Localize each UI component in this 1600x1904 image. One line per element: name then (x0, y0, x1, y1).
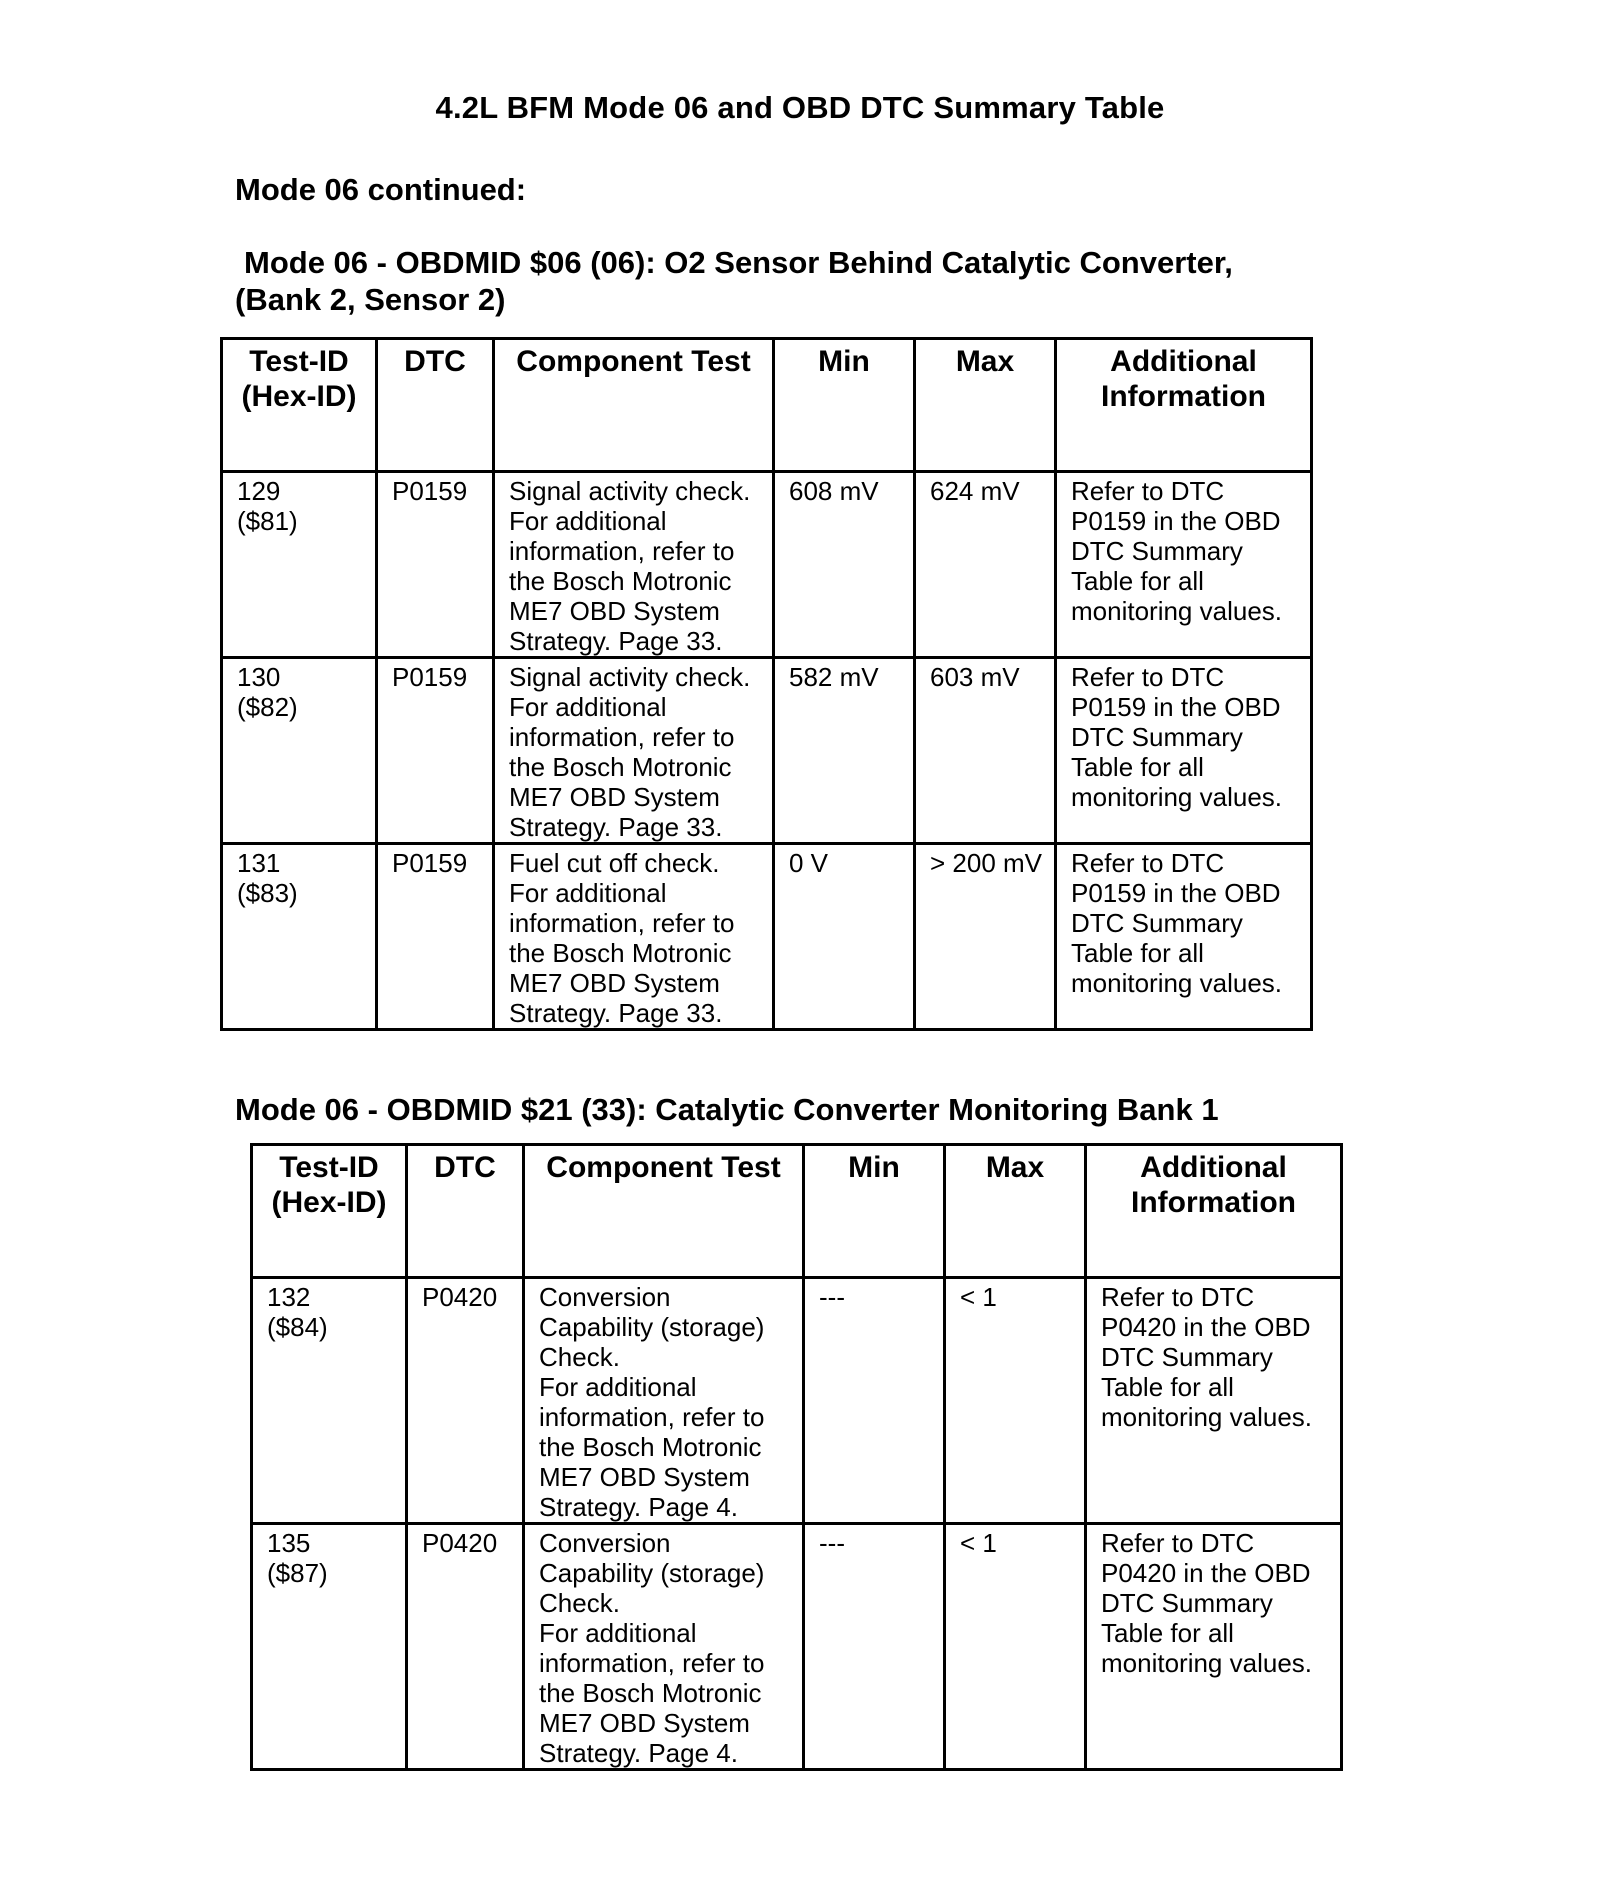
cell-max: < 1 (945, 1278, 1086, 1524)
cell-max: > 200 mV (915, 844, 1056, 1030)
cell-component-test: Signal activity check. For additional information, refer to the Bosch Motronic ME7 OBD System Strategy. Page 33. (494, 472, 774, 658)
col-header-min: Min (804, 1145, 945, 1278)
cell-dtc: P0159 (377, 472, 494, 658)
table-row (252, 1278, 1342, 1524)
cell-dtc: P0420 (407, 1278, 524, 1524)
cell-test-id: 130 ($82) (222, 658, 377, 844)
cell-min: 582 mV (774, 658, 915, 844)
col-header-additional-info: Additional Information (1056, 339, 1312, 472)
cell-min: 0 V (774, 844, 915, 1030)
table-row (222, 472, 1312, 658)
col-header-component-test: Component Test (524, 1145, 804, 1278)
section1-heading (235, 244, 1335, 318)
cell-additional-info: Refer to DTC P0159 in the OBD DTC Summary Table for all monitoring values. (1056, 844, 1312, 1030)
col-header-max: Max (945, 1145, 1086, 1278)
section-subtitle: Mode 06 continued: (235, 172, 527, 207)
col-header-dtc: DTC (407, 1145, 524, 1278)
cell-additional-info: Refer to DTC P0159 in the OBD DTC Summary Table for all monitoring values. (1056, 472, 1312, 658)
obdmid-06-table (220, 337, 1313, 1031)
cell-component-test: Signal activity check. For additional information, refer to the Bosch Motronic ME7 OBD System Strategy. Page 33. (494, 658, 774, 844)
table-row (252, 1524, 1342, 1770)
cell-test-id: 131 ($83) (222, 844, 377, 1030)
cell-max: 603 mV (915, 658, 1056, 844)
cell-additional-info: Refer to DTC P0420 in the OBD DTC Summary Table for all monitoring values. (1086, 1278, 1342, 1524)
col-header-test-id: Test-ID (Hex-ID) (252, 1145, 407, 1278)
cell-dtc: P0159 (377, 844, 494, 1030)
document-title: 4.2L BFM Mode 06 and OBD DTC Summary Table (435, 90, 1165, 125)
cell-component-test: Fuel cut off check. For additional information, refer to the Bosch Motronic ME7 OBD System Strategy. Page 33. (494, 844, 774, 1030)
cell-test-id: 129 ($81) (222, 472, 377, 658)
table-row (222, 658, 1312, 844)
cell-dtc: P0159 (377, 658, 494, 844)
cell-test-id: 132 ($84) (252, 1278, 407, 1524)
cell-min: --- (804, 1524, 945, 1770)
col-header-max: Max (915, 339, 1056, 472)
table-header-row (252, 1145, 1342, 1278)
cell-test-id: 135 ($87) (252, 1524, 407, 1770)
col-header-additional-info: Additional Information (1086, 1145, 1342, 1278)
cell-component-test: Conversion Capability (storage) Check. For additional information, refer to the Bosch Motronic ME7 OBD System Strategy. Page 4. (524, 1524, 804, 1770)
section1-heading-line2: (Bank 2, Sensor 2) (235, 282, 506, 317)
cell-dtc: P0420 (407, 1524, 524, 1770)
col-header-dtc: DTC (377, 339, 494, 472)
cell-max: < 1 (945, 1524, 1086, 1770)
col-header-component-test: Component Test (494, 339, 774, 472)
table-row (222, 844, 1312, 1030)
cell-component-test: Conversion Capability (storage) Check. For additional information, refer to the Bosch Motronic ME7 OBD System Strategy. Page 4. (524, 1278, 804, 1524)
cell-additional-info: Refer to DTC P0420 in the OBD DTC Summary Table for all monitoring values. (1086, 1524, 1342, 1770)
section1-heading-line1: Mode 06 - OBDMID $06 (06): O2 Sensor Behind Catalytic Converter, (244, 245, 1233, 280)
cell-max: 624 mV (915, 472, 1056, 658)
cell-min: --- (804, 1278, 945, 1524)
col-header-test-id: Test-ID (Hex-ID) (222, 339, 377, 472)
cell-additional-info: Refer to DTC P0159 in the OBD DTC Summary Table for all monitoring values. (1056, 658, 1312, 844)
cell-min: 608 mV (774, 472, 915, 658)
col-header-min: Min (774, 339, 915, 472)
table-header-row (222, 339, 1312, 472)
section2-heading: Mode 06 - OBDMID $21 (33): Catalytic Converter Monitoring Bank 1 (235, 1092, 1219, 1127)
obdmid-21-table (250, 1143, 1343, 1771)
